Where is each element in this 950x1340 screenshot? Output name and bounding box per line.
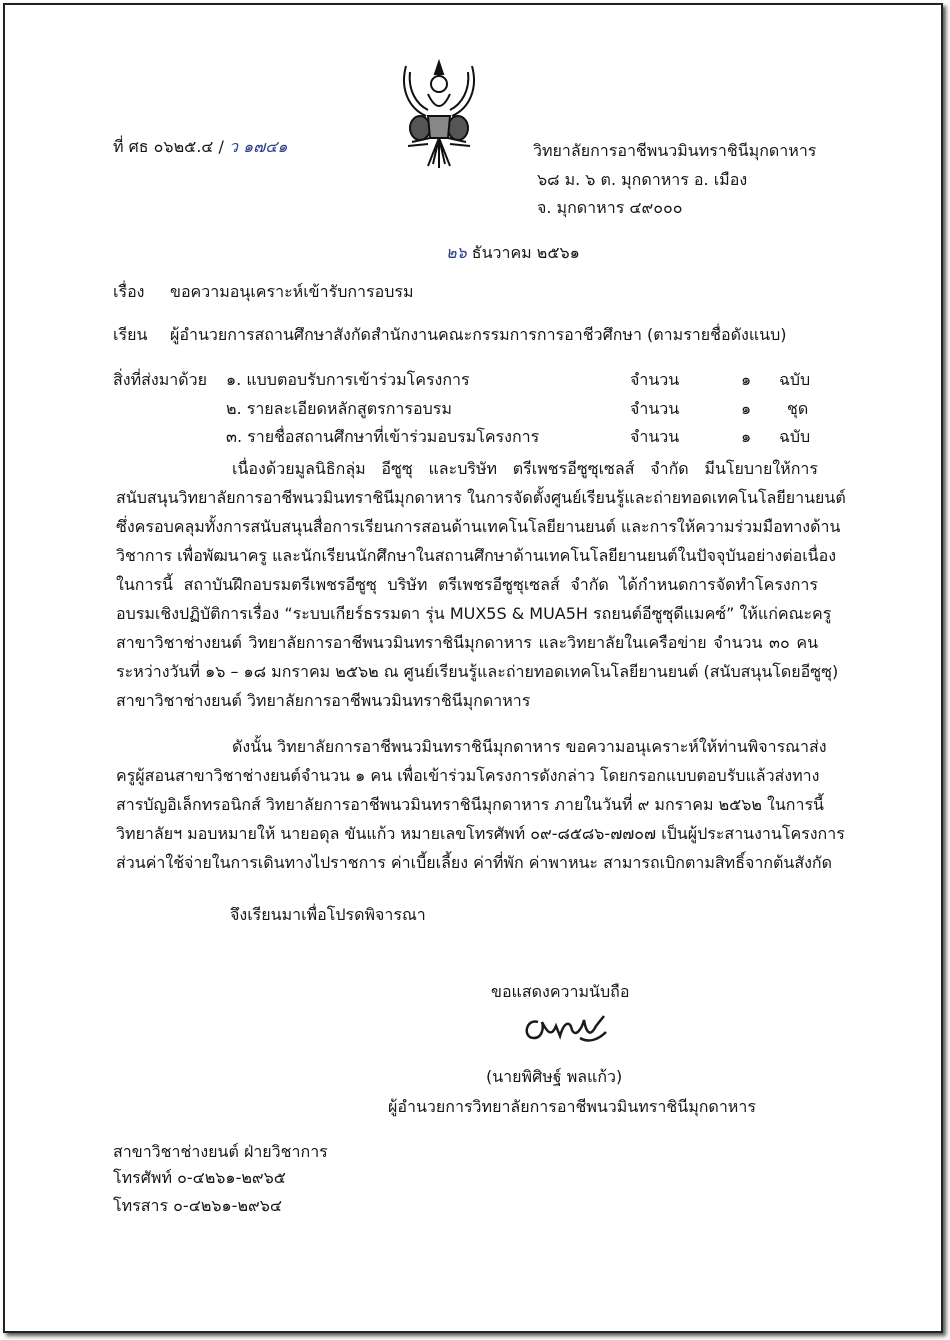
enclosure-unit: ฉบับ bbox=[779, 370, 811, 389]
reference-number bbox=[113, 136, 288, 158]
enclosure-unit: ฉบับ bbox=[779, 427, 811, 446]
addressee-label: เรียน bbox=[113, 325, 148, 344]
enclosure-qty-label: จำนวน bbox=[630, 370, 680, 389]
enclosure-item: ๑. แบบตอบรับการเข้าร่วมโครงการ bbox=[226, 370, 470, 389]
paragraph-line: ในการนี้ สถาบันฝึกอบรมตรีเพชรอีซูซุ บริษัท ตรีเพชรอีซูซุเซลส์ จำกัด ได้กำหนดการจัดทำโครงการ bbox=[116, 575, 818, 594]
paragraph-line: สาขาวิชาช่างยนต์ วิทยาลัยการอาชีพนวมินทราชินีมุกดาหาร และวิทยาลัยในเครือข่าย จำนวน ๓๐ คน bbox=[116, 633, 818, 652]
subject-label: เรื่อง bbox=[113, 282, 145, 301]
paragraph-line: ดังนั้น วิทยาลัยการอาชีพนวมินทราชินีมุกดาหาร ขอความอนุเคราะห์ให้ท่านพิจารณาส่ง bbox=[232, 737, 827, 756]
paragraph-line: สนับสนุนวิทยาลัยการอาชีพนวมินทราชินีมุกดาหาร ในการจัดตั้งศูนย์เรียนรู้และถ่ายทอดเทคโนโลยียานยนต์ bbox=[116, 488, 846, 507]
reference-handwritten: ว ๑๗๔๑ bbox=[228, 137, 288, 156]
paragraph-line: ระหว่างวันที่ ๑๖ – ๑๘ มกราคม ๒๕๖๒ ณ ศูนย์เรียนรู้และถ่ายทอดเทคโนโลยียานยนต์ (สนับสนุนโดยอีซูซุ) bbox=[116, 662, 839, 681]
garuda-emblem-icon bbox=[398, 58, 480, 170]
footer-fax: โทรสาร ๐-๔๒๖๑-๒๙๖๔ bbox=[113, 1196, 282, 1215]
organization-name: วิทยาลัยการอาชีพนวมินทราชินีมุกดาหาร bbox=[533, 141, 817, 160]
enclosure-item: ๓. รายชื่อสถานศึกษาที่เข้าร่วมอบรมโครงการ bbox=[226, 427, 540, 446]
handwritten-signature-icon bbox=[520, 1008, 610, 1048]
signer-position: ผู้อำนวยการวิทยาลัยการอาชีพนวมินทราชินีมุกดาหาร bbox=[388, 1097, 756, 1116]
addressee-text: ผู้อำนวยการสถานศึกษาสังกัดสำนักงานคณะกรรมการการอาชีวศึกษา (ตามรายชื่อดังแนบ) bbox=[170, 325, 787, 344]
enclosure-qty: ๑ bbox=[741, 427, 752, 446]
paragraph-line: ส่วนค่าใช้จ่ายในการเดินทางไปราชการ ค่าเบี้ยเลี้ยง ค่าที่พัก ค่าพาหนะ สามารถเบิกตามสิทธิ์จากต้นสังกัด bbox=[116, 853, 833, 872]
enclosure-qty-label: จำนวน bbox=[630, 427, 680, 446]
signer-name: (นายพิศิษฐ์ พลแก้ว) bbox=[486, 1067, 623, 1086]
paragraph-line: สารบัญอิเล็กทรอนิกส์ วิทยาลัยการอาชีพนวมินทราชินีมุกดาหาร ภายในวันที่ ๙ มกราคม ๒๕๖๒ ในการนี้ bbox=[116, 795, 824, 814]
paragraph-line: เนื่องด้วยมูลนิธิกลุ่ม อีซูซุ และบริษัท ตรีเพชรอีซูซุเซลส์ จำกัด มีนโยบายให้การ bbox=[232, 459, 818, 478]
address-line-1: ๖๘ ม. ๖ ต. มุกดาหาร อ. เมือง bbox=[537, 170, 748, 189]
enclosure-item: ๒. รายละเอียดหลักสูตรการอบรม bbox=[226, 399, 452, 418]
salutation: ขอแสดงความนับถือ bbox=[491, 982, 630, 1001]
paragraph-line: วิชาการ เพื่อพัฒนาครู และนักเรียนนักศึกษาในสถานศึกษาด้านเทคโนโลยียานยนต์ในปัจจุบันอย่างต่อเนื่อง bbox=[116, 546, 837, 565]
date-month-year: ธันวาคม ๒๕๖๑ bbox=[471, 243, 580, 262]
paragraph-line: วิทยาลัยฯ มอบหมายให้ นายอดุล ขันแก้ว หมายเลขโทรศัพท์ ๐๙-๘๕๘๖-๗๗๐๗ เป็นผู้ประสานงานโครงการ bbox=[116, 824, 845, 843]
enclosures-label: สิ่งที่ส่งมาด้วย bbox=[113, 370, 207, 389]
paragraph-line: ซึ่งครอบคลุมทั้งการสนับสนุนสื่อการเรียนการสอนด้านเทคโนโลยียานยนต์ และการให้ความร่วมมือทางด้าน bbox=[116, 517, 841, 536]
subject-text: ขอความอนุเคราะห์เข้ารับการอบรม bbox=[170, 282, 414, 301]
paragraph-line: สาขาวิชาช่างยนต์ วิทยาลัยการอาชีพนวมินทราชินีมุกดาหาร bbox=[116, 691, 531, 710]
letter-date bbox=[446, 242, 580, 264]
enclosure-qty: ๑ bbox=[741, 399, 752, 418]
address-line-2: จ. มุกดาหาร ๔๙๐๐๐ bbox=[537, 198, 683, 217]
paragraph-line: ครูผู้สอนสาขาวิชาช่างยนต์จำนวน ๑ คน เพื่อเข้าร่วมโครงการดังกล่าว โดยกรอกแบบตอบรับแล้วส่งทาง bbox=[116, 766, 820, 785]
enclosure-qty-label: จำนวน bbox=[630, 399, 680, 418]
footer-department: สาขาวิชาช่างยนต์ ฝ่ายวิชาการ bbox=[113, 1142, 328, 1161]
reference-prefix: ที่ ศธ ๐๖๒๕.๔ / bbox=[113, 137, 224, 156]
enclosure-qty: ๑ bbox=[741, 370, 752, 389]
date-day-handwritten: ๒๖ bbox=[446, 243, 467, 262]
enclosure-unit: ชุด bbox=[787, 399, 809, 418]
closing-line: จึงเรียนมาเพื่อโปรดพิจารณา bbox=[230, 905, 426, 924]
footer-phone: โทรศัพท์ ๐-๔๒๖๑-๒๙๖๕ bbox=[113, 1168, 286, 1187]
paragraph-line: อบรมเชิงปฏิบัติการเรื่อง “ระบบเกียร์ธรรมดา รุ่น MUX5S & MUA5H รถยนต์อีซูซุดีแมคซ์” ให้แก่คณะครู bbox=[116, 604, 832, 623]
